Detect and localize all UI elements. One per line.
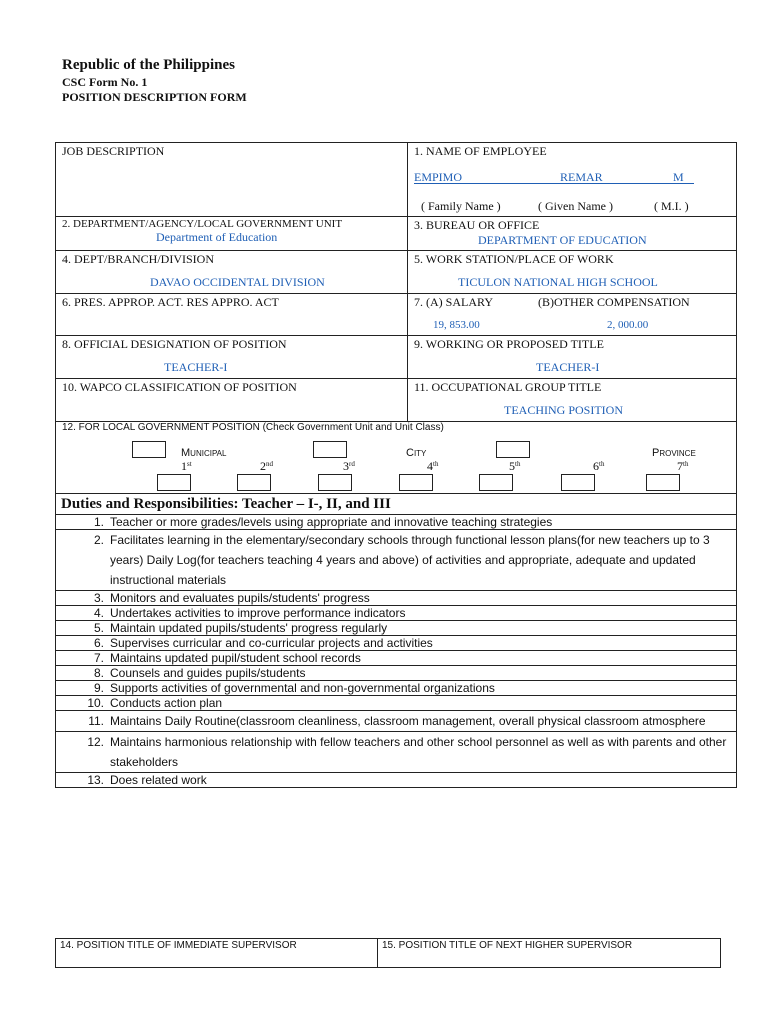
class-3rd-checkbox[interactable] <box>318 474 352 491</box>
class-1st-checkbox[interactable] <box>157 474 191 491</box>
form-title: POSITION DESCRIPTION FORM <box>62 90 247 104</box>
other-compensation-label: (B)OTHER COMPENSATION <box>538 295 690 309</box>
salary-value: 19, 853.00 <box>433 319 480 331</box>
duty-item: 3. Monitors and evaluates pupils/students' progress <box>56 591 737 606</box>
class-7th-checkbox[interactable] <box>646 474 680 491</box>
supervisors-table <box>55 938 721 968</box>
branch-value: DAVAO OCCIDENTAL DIVISION <box>150 275 325 289</box>
class-6th-checkbox[interactable] <box>561 474 595 491</box>
class-4th-checkbox[interactable] <box>399 474 433 491</box>
working-title-label: 9. WORKING OR PROPOSED TITLE <box>414 337 604 351</box>
class-3rd-label: 3rd <box>343 459 355 473</box>
duties-heading: Duties and Responsibilities: Teacher – I-, II, and III <box>56 494 737 515</box>
duty-item: 7. Maintains updated pupil/student school records <box>56 651 737 666</box>
job-description-label: JOB DESCRIPTION <box>62 144 165 158</box>
department-value: Department of Education <box>156 230 278 244</box>
duty-item: 10. Conducts action plan <box>56 696 737 711</box>
duty-item: 9. Supports activities of governmental and non-governmental organizations <box>56 681 737 696</box>
wapco-label: 10. WAPCO CLASSIFICATION OF POSITION <box>62 380 297 394</box>
designation-label: 8. OFFICIAL DESIGNATION OF POSITION <box>62 337 287 351</box>
lgu-label: 12. FOR LOCAL GOVERNMENT POSITION (Check Government Unit and Unit Class) <box>62 422 444 433</box>
wapco-cell <box>56 379 408 422</box>
duty-item: 12. Maintains harmonious relationship with fellow teachers and other school personnel as well as with parents and other stakeholders <box>56 732 737 773</box>
employee-name-label: 1. NAME OF EMPLOYEE <box>414 144 547 158</box>
branch-cell <box>56 251 408 294</box>
duty-item: 8. Counsels and guides pupils/students <box>56 666 737 681</box>
municipal-checkbox[interactable] <box>132 441 166 458</box>
republic-heading: Republic of the Philippines <box>62 57 235 73</box>
occupational-group-cell <box>408 379 737 422</box>
employee-given-name: REMAR <box>560 170 603 184</box>
duty-item: 13. Does related work <box>56 773 737 788</box>
class-7th-label: 7th <box>677 459 689 473</box>
employee-family-name: EMPIMO <box>414 170 463 184</box>
employee-middle-initial: M <box>673 170 684 184</box>
immediate-supervisor-label: 14. POSITION TITLE OF IMMEDIATE SUPERVISOR <box>60 940 297 951</box>
next-higher-supervisor-label: 15. POSITION TITLE OF NEXT HIGHER SUPERVISOR <box>382 940 633 951</box>
department-label: 2. DEPARTMENT/AGENCY/LOCAL GOVERNMENT UNIT <box>62 218 343 230</box>
employee-name-line <box>414 170 694 184</box>
job-description-cell <box>56 143 408 217</box>
working-title-cell <box>408 336 737 379</box>
next-higher-supervisor-cell[interactable] <box>378 939 721 968</box>
position-details-table <box>55 142 737 494</box>
middle-initial-caption: ( M.I. ) <box>654 199 689 213</box>
duty-item: 1. Teacher or more grades/levels using appropriate and innovative teaching strategies <box>56 515 737 530</box>
lgu-cell <box>56 422 737 494</box>
occupational-group-label: 11. OCCUPATIONAL GROUP TITLE <box>414 380 602 394</box>
compensation-cell <box>408 294 737 336</box>
city-label: City <box>406 447 427 459</box>
class-4th-label: 4th <box>427 459 439 473</box>
employee-name-cell <box>408 143 737 217</box>
department-cell <box>56 217 408 251</box>
workstation-value: TICULON NATIONAL HIGH SCHOOL <box>458 275 658 289</box>
occupational-group-value: TEACHING POSITION <box>504 403 623 417</box>
branch-label: 4. DEPT/BRANCH/DIVISION <box>62 252 215 266</box>
other-compensation-value: 2, 000.00 <box>607 319 649 331</box>
salary-label: 7. (A) SALARY <box>414 295 494 309</box>
designation-value: TEACHER-I <box>164 360 228 374</box>
duty-item: 6. Supervises curricular and co-curricular projects and activities <box>56 636 737 651</box>
class-5th-label: 5th <box>509 459 521 473</box>
duty-item: 5. Maintain updated pupils/students' progress regularly <box>56 621 737 636</box>
workstation-label: 5. WORK STATION/PLACE OF WORK <box>414 252 614 266</box>
workstation-cell <box>408 251 737 294</box>
immediate-supervisor-cell[interactable] <box>56 939 378 968</box>
class-5th-checkbox[interactable] <box>479 474 513 491</box>
province-label: Province <box>652 447 696 459</box>
designation-cell <box>56 336 408 379</box>
city-checkbox[interactable] <box>313 441 347 458</box>
municipal-label: Municipal <box>181 447 227 459</box>
duty-item: 11. Maintains Daily Routine(classroom cleanliness, classroom management, overall physical classroom atmosphere <box>56 711 737 732</box>
class-2nd-checkbox[interactable] <box>237 474 271 491</box>
bureau-cell <box>408 217 737 251</box>
form-number: CSC Form No. 1 <box>62 75 148 89</box>
class-1st-label: 1st <box>181 459 192 473</box>
duty-item: 2. Facilitates learning in the elementary/secondary schools through functional lesson plans(for new teachers up to 3 years) Daily Log(for teachers teaching 4 years and above) of activities and appropriate, adequate and updated instructional materials <box>56 530 737 591</box>
given-name-caption: ( Given Name ) <box>538 199 613 213</box>
duty-item: 4. Undertakes activities to improve performance indicators <box>56 606 737 621</box>
bureau-value: DEPARTMENT OF EDUCATION <box>478 233 647 247</box>
appropriation-label: 6. PRES. APPROP. ACT. RES APPRO. ACT <box>62 295 279 309</box>
family-name-caption: ( Family Name ) <box>421 199 501 213</box>
class-6th-label: 6th <box>593 459 605 473</box>
class-2nd-label: 2nd <box>260 459 273 473</box>
duties-table <box>55 493 737 788</box>
form-header <box>62 56 247 105</box>
bureau-label: 3. BUREAU OR OFFICE <box>414 218 540 232</box>
working-title-value: TEACHER-I <box>536 360 600 374</box>
appropriation-cell <box>56 294 408 336</box>
province-checkbox[interactable] <box>496 441 530 458</box>
